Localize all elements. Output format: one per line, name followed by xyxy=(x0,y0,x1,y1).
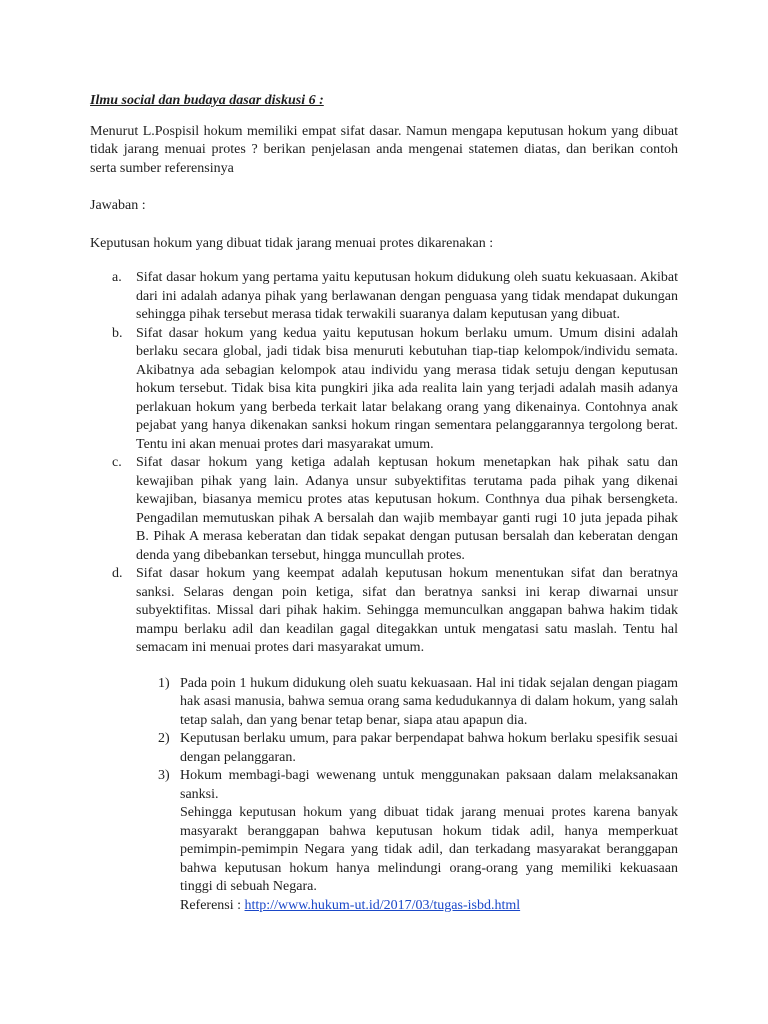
list-marker: c. xyxy=(112,455,122,470)
intro-paragraph: Keputusan hokum yang dibuat tidak jarang menuai protes dikarenakan : xyxy=(90,235,494,251)
list-marker: a. xyxy=(112,270,122,285)
list-item-text: Sifat dasar hokum yang ketiga adalah keptusan hokum menetapkan hak pihak satu dan kewajiban pihak yang lain. Adanya unsur subyektifitas terutama pada pihak yang dikenai kewajiban, biasanya memicu protes atas keputusan hokum. Conthnya dua pihak bersengketa. Pengadilan memutuskan pihak A bersalah dan wajib membayar ganti rugi 10 juta jepada pihak B. Pihak A merasa keberatan dan tidak sepakat dengan putusan bersalah dan keberatan dengan denda yang dibebankan tersebut, hingga muncullah protes. xyxy=(136,455,678,563)
question-paragraph: Menurut L.Pospisil hokum memiliki empat sifat dasar. Namun mengapa keputusan hokum yang dibuat tidak jarang menuai protes ? berikan penjelasan anda mengenai statemen diatas, dan berikan contoh serta sumber referensinya xyxy=(90,123,678,176)
list-item-text: Sifat dasar hokum yang pertama yaitu keputusan hokum didukung oleh suatu kekuasaan. Akibat dari ini adalah adanya pihak yang berlawanan dengan penguasa yang tidak mendapat dukungan sehingga pihak tersebut merasa tidak terwakili suaranya dalam keputusan yang dibuat. xyxy=(136,270,678,322)
list-item xyxy=(90,454,678,565)
list-item xyxy=(90,767,678,915)
list-marker: d. xyxy=(112,566,123,581)
reference-line xyxy=(180,897,678,916)
list-marker: b. xyxy=(112,325,123,341)
conclusion-paragraph: Sehingga keputusan hokum yang dibuat tidak jarang menuai protes karena banyak masyarakt beranggapan bahwa keputusan hokum tidak adil, hanya memperkuat pemimpin-pemimpin Negara yang tidak adil, dan terkadang masyarakat beranggapan bahwa keputusan hokum hanya melindungi orang-orang yang memiliki kekuasaan tinggi di sebuah Negara. xyxy=(180,805,678,894)
list-item xyxy=(90,269,678,325)
list-marker: 2) xyxy=(158,731,170,746)
reasons-list xyxy=(90,269,678,658)
list-item-text: Pada poin 1 hukum didukung oleh suatu kekuasaan. Hal ini tidak sejalan dengan piagam hak asasi manusia, bahwa semua orang sama kedudukannya di dalam hokum, yang salah tetap salah, dan yang benar tetap benar, siapa atau apapun dia. xyxy=(180,675,678,728)
examples-list xyxy=(90,675,678,916)
list-item-text: Sifat dasar hokum yang keempat adalah keputusan hokum menentukan sifat dan beratnya sanksi. Selaras dengan poin ketiga, sifat dan beratnya sanksi ini kerap diwarnai unsur subyektifitas. Missal dari pihak hakim. Sehingga memunculkan anggapan bahwa hakim tidak mampu berlaku adil dan keadilan gagal ditegakkan untuk mengatasi satu maslah. Tentu hal semacam ini menuai protes dari masyarakat umum. xyxy=(136,566,678,655)
list-item-text: Keputusan berlaku umum, para pakar berpendapat bahwa hokum berlaku spesifik sesuai dengan pelanggaran. xyxy=(180,731,678,765)
list-item-text: Hokum membagi-bagi wewenang untuk menggunakan paksaan dalam melaksanakan sanksi. xyxy=(180,768,678,802)
document-title: Ilmu social dan budaya dasar diskusi 6 : xyxy=(90,93,324,108)
reference-label: Referensi : xyxy=(180,897,245,913)
document-page xyxy=(90,92,678,915)
reference-link[interactable]: http://www.hukum-ut.id/2017/03/tugas-isbd.html xyxy=(244,897,521,913)
list-item xyxy=(90,565,678,658)
list-item xyxy=(90,730,678,767)
list-item-text: Sifat dasar hokum yang kedua yaitu keputusan hokum berlaku umum. Umum disini adalah berlaku secara global, jadi tidak bisa menuruti kebutuhan tiap-tiap kelompok/individu semata. Akibatnya ada sebagian kelompok atau individu yang merasa tidak setuju dengan keputusan hokum tersebut. Tidak bisa kita pungkiri jika ada realita lain yang terjadi adalah masih adanya perlakuan hokum yang berbeda terkait latar belakang orang yang dikenainya. Contohnya anak pejabat yang hanya dikenakan sanksi hokum ringan sementara pelanggarannya tergolong berat. Tentu ini akan menuai protes dari masyarakat umum. xyxy=(136,325,678,452)
list-marker: 1) xyxy=(158,675,170,691)
list-marker: 3) xyxy=(158,768,170,783)
list-item xyxy=(90,325,678,455)
list-item xyxy=(90,675,678,731)
answer-label: Jawaban : xyxy=(90,198,146,213)
